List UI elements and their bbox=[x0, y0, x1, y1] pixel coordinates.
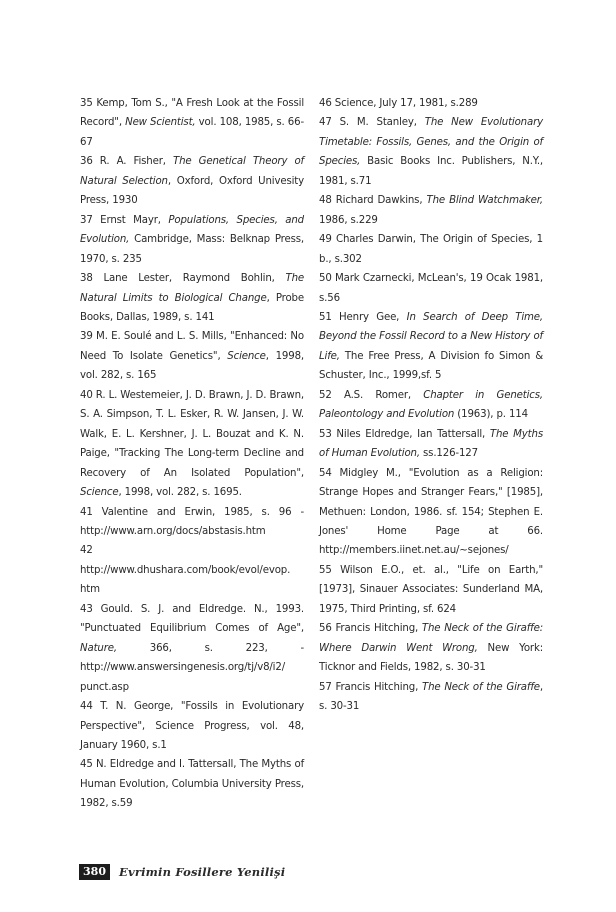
reference-title: Science bbox=[227, 350, 266, 362]
reference-57 bbox=[319, 678, 543, 717]
reference-39 bbox=[80, 327, 304, 385]
references-right-column bbox=[319, 94, 543, 717]
reference-text: 49 Charles Darwin, The Origin of Species, 1 b., s.302 bbox=[319, 234, 543, 265]
reference-47 bbox=[319, 113, 543, 191]
reference-title: New Scientist, bbox=[125, 117, 196, 129]
reference-text: 47 S. M. Stanley, bbox=[319, 117, 425, 129]
reference-title: Science bbox=[80, 487, 119, 499]
reference-48 bbox=[319, 191, 543, 230]
page-number: 380 bbox=[79, 864, 110, 880]
reference-36 bbox=[80, 152, 304, 210]
reference-text: , s. 30-31 bbox=[319, 681, 543, 713]
reference-53 bbox=[319, 425, 543, 464]
reference-text: 366, s. 223, - http://www.answersingenesis.org/tj/v8/i2/​punct.asp bbox=[80, 642, 304, 693]
reference-41 bbox=[80, 503, 304, 542]
reference-title: The Myths of Human Evolution, bbox=[319, 428, 543, 460]
reference-text: 37 Ernst Mayr, bbox=[80, 214, 169, 226]
book-title: Evrimin Fosillere Yenilişi bbox=[119, 864, 286, 879]
reference-54 bbox=[319, 464, 543, 561]
reference-text: 39 M. E. Soulé and L. S. Mills, "Enhanced: No Need To Isolate Genetics", bbox=[80, 331, 304, 362]
reference-text: 53 Niles Eldredge, Ian Tattersall, bbox=[319, 428, 490, 440]
reference-text: , 1998, vol. 282, s. 1695. bbox=[118, 487, 242, 499]
reference-text: , Oxford, Oxford Univesity Press, 1930 bbox=[80, 175, 304, 207]
reference-text: Cambridge, Mass: Belknap Press, 1970, s. 235 bbox=[80, 234, 304, 265]
references-left-column bbox=[80, 94, 304, 814]
reference-52 bbox=[319, 386, 543, 425]
reference-title: In Search of Deep Time, Beyond the Fossil Record to a New History of Life, bbox=[319, 311, 543, 362]
reference-text: (1963), p. 114 bbox=[454, 409, 528, 421]
reference-text: 56 Francis Hitching, bbox=[319, 623, 422, 635]
page-footer bbox=[79, 863, 285, 880]
reference-title: The Neck of the Giraffe bbox=[422, 681, 540, 693]
reference-text: The Free Press, A Division fo Simon & Schuster, Inc., 1999,sf. 5 bbox=[319, 350, 543, 382]
reference-44 bbox=[80, 697, 304, 755]
reference-text: 48 Richard Dawkins, bbox=[319, 195, 427, 207]
reference-text: 41 Valentine and Erwin, 1985, s. 96 - http://www.arn.org/docs/abstasis.htm bbox=[80, 506, 304, 537]
reference-title: Populations, Species, and Evolution, bbox=[80, 214, 305, 246]
reference-text: ss.126-127 bbox=[419, 448, 478, 460]
reference-text: 43 Gould. S. J. and Eldredge. N., 1993. "Punctuated Equilibrium Comes of Age", bbox=[80, 603, 304, 635]
reference-42 bbox=[80, 541, 304, 599]
reference-title: The Genetical Theory of Natural Selection bbox=[80, 156, 304, 187]
reference-title: Nature, bbox=[80, 642, 117, 654]
reference-text: 52 A.S. Romer, bbox=[319, 389, 424, 401]
reference-text: 1986, s.229 bbox=[319, 214, 378, 226]
reference-title: The New Evolutionary Timetable: Fossils, Genes, and the Origin of Species, bbox=[319, 117, 543, 168]
reference-text: , 1998, vol. 282, s. 165 bbox=[80, 350, 304, 382]
reference-45 bbox=[80, 755, 304, 813]
reference-text: 36 R. A. Fisher, bbox=[80, 156, 173, 168]
reference-text: 38 Lane Lester, Raymond Bohlin, bbox=[80, 273, 286, 285]
reference-title: Chapter in Genetics, Paleontology and Evolution bbox=[319, 389, 543, 421]
reference-title: The Neck of the Giraffe: Where Darwin Went Wrong, bbox=[319, 623, 543, 654]
reference-text: 35 Kemp, Tom S., "A Fresh Look at the Fossil Record", bbox=[80, 98, 304, 129]
reference-text: 51 Henry Gee, bbox=[319, 311, 407, 323]
reference-51 bbox=[319, 308, 543, 386]
reference-55 bbox=[319, 561, 543, 619]
reference-text: 57 Francis Hitching, bbox=[319, 681, 422, 693]
reference-text: , Probe Books, Dallas, 1989, s. 141 bbox=[80, 292, 304, 323]
reference-text: New York: Ticknor and Fields, 1982, s. 30-31 bbox=[319, 642, 543, 674]
reference-43 bbox=[80, 600, 304, 697]
reference-40 bbox=[80, 386, 304, 503]
reference-50 bbox=[319, 269, 543, 308]
reference-title: The Natural Limits to Biological Change bbox=[80, 273, 304, 304]
reference-text: Basic Books Inc. Publishers, N.Y., 1981, s.71 bbox=[319, 156, 543, 187]
reference-text: 40 R. L. Westemeier, J. D. Brawn, J. D. Brawn, S. A. Simpson, T. L. Esker, R. W. Jansen, J. W. Walk, E. L. Kershner, J. L. Bouzat and K. N. Paige, "Tracking The Long-term Decline and Recovery of An Isolated Population", bbox=[80, 389, 304, 479]
reference-56 bbox=[319, 619, 543, 677]
reference-49 bbox=[319, 230, 543, 269]
reference-text: 44 T. N. George, "Fossils in Evolutionary Perspective", Science Progress, vol. 48, January 1960, s.1 bbox=[80, 701, 304, 751]
reference-title: The Blind Watchmaker, bbox=[426, 195, 543, 207]
reference-37 bbox=[80, 211, 304, 269]
reference-text: 55 Wilson E.O., et. al., "Life on Earth," [1973], Sinauer Associates: Sunderland MA, 1975, Third Printing, sf. 624 bbox=[319, 564, 543, 615]
reference-text: 54 Midgley M., "Evolution as a Religion: Strange Hopes and Stranger Fears," [1985], Methuen: London, 1986. sf. 154; Stephen E. Jones' Home Page at 66. http://members.iinet.net.au/~sejones/ bbox=[319, 467, 543, 557]
reference-38 bbox=[80, 269, 304, 327]
reference-text: 46 Science, July 17, 1981, s.289 bbox=[319, 98, 478, 109]
reference-text: vol. 108, 1985, s. 66-67 bbox=[80, 117, 304, 148]
reference-35 bbox=[80, 94, 304, 152]
reference-46 bbox=[319, 94, 543, 113]
reference-text: 45 N. Eldredge and I. Tattersall, The Myths of Human Evolution, Columbia University Press, 1982, s.59 bbox=[80, 759, 304, 810]
reference-text: 42 http://www.dhushara.com/book/evol/evop.​htm bbox=[80, 545, 291, 596]
reference-text: 50 Mark Czarnecki, McLean's, 19 Ocak 1981, s.56 bbox=[319, 273, 543, 304]
